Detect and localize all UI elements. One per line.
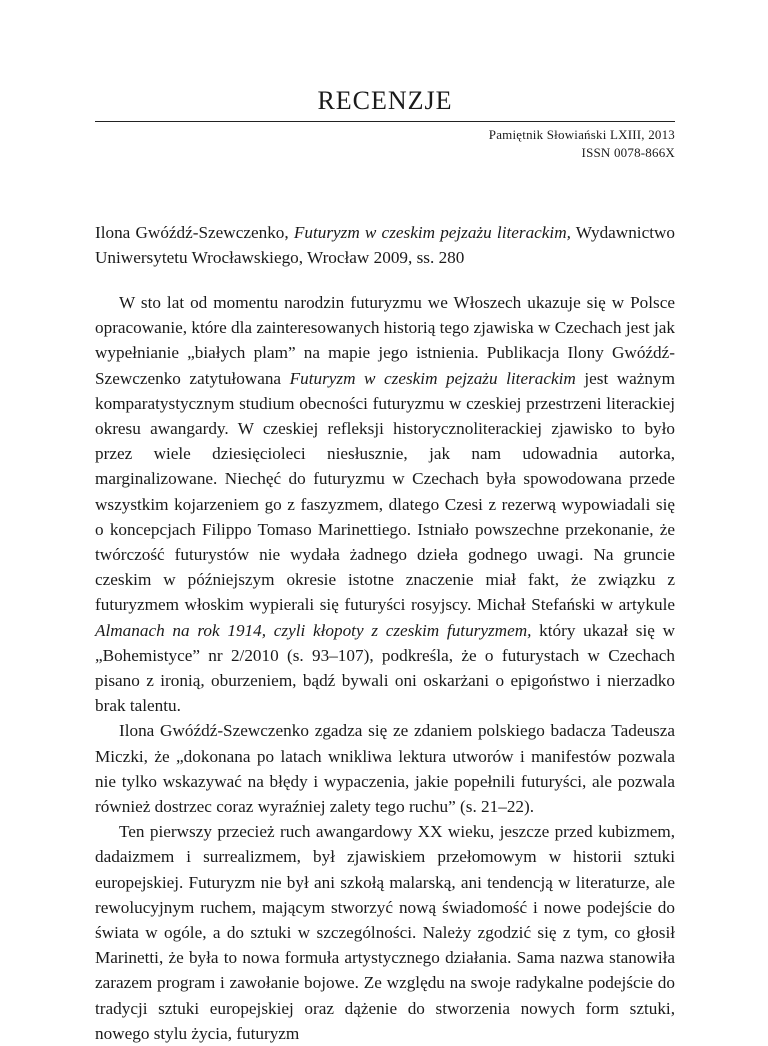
paragraph-2 <box>95 718 675 819</box>
journal-issn: ISSN 0078-866X <box>581 145 675 160</box>
paragraph-text: jest ważnym komparatystycznym studium obecności futuryzmu w czeskiej przestrzeni literackiej okresu awangardy. W czeskiej refleksji historycznoliterackiej zjawisko to było przez wiele dziesięcioleci niesłusznie, jak nam udowadnia autorka, marginalizowane. Niechęć do futuryzmu w Czechach była spowodowana przede wszystkim kojarzeniem go z faszyzmem, dlatego Czesi z rezerwą wypowiadali się o koncepcjach Filippo Tomaso Marinettiego. Istniało powszechne przekonanie, że twórczość futurystów nie wydała żadnego dzieła godnego uwagi. Na gruncie czeskim w późniejszym okresie istotne znaczenie miał fakt, że związku z futuryzmem włoskim wypierali się futuryści rosyjscy. Michał Stefański w artykule <box>95 368 675 615</box>
paragraph-text: Ilona Gwóźdź-Szewczenko zgadza się ze zdaniem polskiego badacza Tadeusza Miczki, że „dokonana po latach wnikliwa lektura utworów i manifestów pozwala nie tylko wskazywać na błędy i wypaczenia, jakie popełnili futuryści, ale pozwala również dostrzec coraz wyraźniej zalety tego ruchu” (s. 21–22). <box>95 721 675 817</box>
journal-info <box>489 126 675 162</box>
book-citation <box>95 220 675 270</box>
section-title: RECENZJE <box>317 86 453 115</box>
paragraph-text: W sto lat od momentu narodzin futuryzmu we Włoszech ukazuje się w Polsce opracowanie, które dla zainteresowanych historią tego zjawiska w Czechach jest jak wypełnianie „białych plam” na mapie jego istnienia. Publikacja Ilony Gwóźdź-Szewczenko zatytułowana <box>95 293 675 388</box>
journal-name: Pamiętnik Słowiański LXIII, 2013 <box>488 127 675 142</box>
book-publisher: Wydawnictwo Uniwersytetu Wrocławskiego, Wrocław 2009, ss. 280 <box>95 223 675 267</box>
paragraph-3 <box>95 819 675 1046</box>
book-title: Futuryzm w czeskim pejzażu literackim, <box>293 223 571 242</box>
paragraph-1 <box>95 290 675 718</box>
paragraph-text: Ten pierwszy przecież ruch awangardowy XX wieku, jeszcze przed kubizmem, dadaizmem i surrealizmem, był zjawiskiem przełomowym w historii sztuki europejskiej. Futuryzm nie był ani szkołą malarską, ani tendencją w literaturze, ale rewolucyjnym ruchem, mającym stworzyć nową świadomość i nowe podejście do świata w ogóle, a do sztuki w szczególności. Należy zgodzić się z tym, co głosił Marinetti, że była to nowa formuła artystycznego działania. Sama nazwa stanowiła zarazem program i zawołanie bojowe. Ze względu na swoje radykalne podejście do tradycji sztuki europejskiej oraz dążenie do stworzenia nowych form sztuki, nowego stylu życia, futuryzm <box>95 822 675 1043</box>
book-author: Ilona Gwóźdź-Szewczenko, <box>95 223 294 242</box>
review-body <box>95 290 675 1046</box>
header-rule <box>95 121 675 122</box>
cited-title: Futuryzm w czeskim pejzażu literackim <box>289 368 576 388</box>
cited-article-title: Almanach na rok 1914, czyli kłopoty z czeskim futuryzmem, <box>95 620 532 640</box>
paragraph-text: który ukazał się w „Bohemistyce” nr 2/2010 (s. 93–107), podkreśla, że o futurystach w Czechach pisano z ironią, oburzeniem, bądź bywali oni oskarżani o epigoństwo i nierzadko brak talentu. <box>95 620 675 716</box>
